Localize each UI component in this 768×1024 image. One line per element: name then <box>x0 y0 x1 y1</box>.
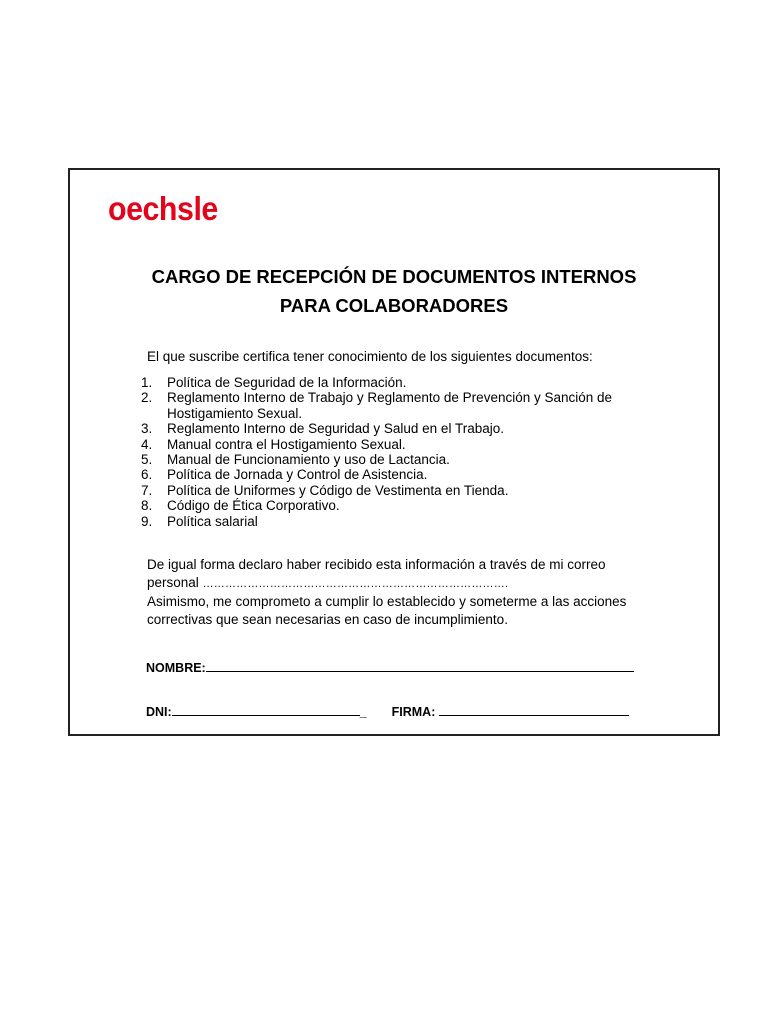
list-item-number: 7. <box>141 482 153 498</box>
email-dotted-field[interactable]: ………………………………………………………………………. <box>202 578 509 590</box>
nombre-row <box>146 657 634 675</box>
document-list-item <box>141 452 641 467</box>
list-item-number: 6. <box>141 467 153 483</box>
list-item-number: 4. <box>141 436 153 452</box>
list-item-text: Manual contra el Hostigamiento Sexual. <box>167 436 406 452</box>
list-item-text: Reglamento Interno de Trabajo y Reglamento de Prevención y Sanción de Hostigamiento Sexual. <box>167 390 613 421</box>
list-item-number: 2. <box>141 390 153 406</box>
dni-label: DNI: <box>146 705 172 719</box>
list-item-text: Política de Seguridad de la Información. <box>167 375 407 390</box>
document-list-item <box>141 437 641 452</box>
firma-label: FIRMA: <box>391 705 436 719</box>
list-item-number: 1. <box>141 375 153 390</box>
document-title <box>70 262 718 320</box>
oechsle-logo: oechsle <box>108 190 218 227</box>
dni-tail: _ <box>359 705 367 719</box>
list-item-text: Código de Ética Corporativo. <box>167 498 340 514</box>
dni-line[interactable] <box>172 701 360 716</box>
list-item-text: Política salarial <box>167 513 258 529</box>
documents-list <box>141 375 641 529</box>
nombre-signature-line[interactable] <box>206 657 634 672</box>
declaration-block <box>147 556 667 629</box>
document-list-item <box>141 421 641 436</box>
list-item-number: 9. <box>141 513 153 529</box>
list-item-number: 3. <box>141 421 153 437</box>
list-item-text: Reglamento Interno de Seguridad y Salud en el Trabajo. <box>167 421 504 437</box>
declaration-line: De igual forma declaro haber recibido esta información a través de mi correo <box>147 557 606 572</box>
firma-signature-line[interactable] <box>439 701 629 716</box>
list-item-text: Política de Uniformes y Código de Vestimenta en Tienda. <box>167 482 509 498</box>
personal-email-line <box>147 574 667 593</box>
document-list-item <box>141 467 641 482</box>
title-line-2: PARA COLABORADORES <box>279 295 509 316</box>
list-item-number: 8. <box>141 498 153 514</box>
commitment-text: Asimismo, me comprometo a cumplir lo establecido y someterme a las acciones correctivas que sean necesarias en caso de incumplimiento. <box>147 594 627 627</box>
document-list-item <box>141 375 641 390</box>
document-frame <box>68 168 720 736</box>
personal-label: personal <box>147 575 199 590</box>
document-list-item <box>141 498 641 513</box>
document-list-item <box>141 483 641 498</box>
list-item-text: Manual de Funcionamiento y uso de Lactancia. <box>167 452 450 468</box>
intro-text: El que suscribe certifica tener conocimiento de los siguientes documentos: <box>147 349 593 364</box>
list-item-text: Política de Jornada y Control de Asistencia. <box>167 467 428 483</box>
title-line-1: CARGO DE RECEPCIÓN DE DOCUMENTOS INTERNOS <box>151 266 637 287</box>
nombre-label: NOMBRE: <box>146 661 206 675</box>
document-list-item <box>141 514 641 529</box>
list-item-number: 5. <box>141 452 153 468</box>
document-list-item <box>141 390 641 421</box>
dni-firma-row <box>146 701 629 719</box>
